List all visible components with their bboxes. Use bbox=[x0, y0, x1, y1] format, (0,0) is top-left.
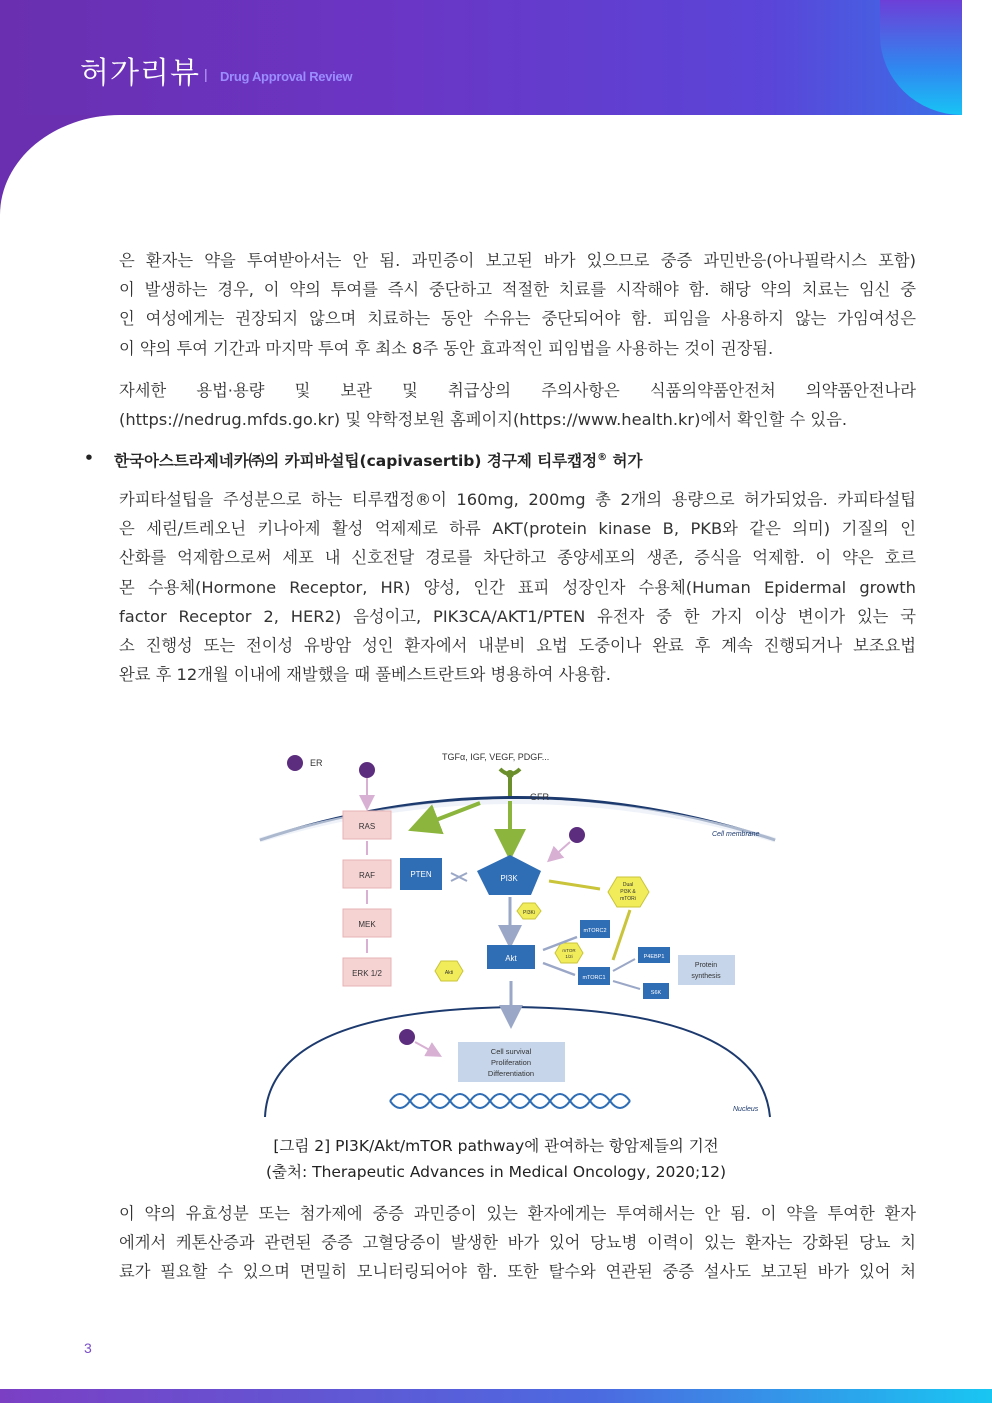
svg-text:mTORC2: mTORC2 bbox=[583, 928, 607, 934]
svg-text:mTOR: mTOR bbox=[562, 948, 576, 953]
text-line: 은 환자는 약을 투여받아서는 안 됨. 과민증이 보고된 바가 있으므로 중증 과민반응(아나필락시스 포함) bbox=[119, 251, 916, 270]
section-subtitle: Drug Approval Review bbox=[220, 69, 353, 84]
text-line: 은 세린/트레오닌 키나아제 활성 억제제로 하류 AKT(protein kinase B, PKB와 같은 의미) 기질의 인 bbox=[119, 519, 916, 539]
text-line: 완료 후 12개월 이내에 재발했을 때 풀베스트란트와 병용하여 사용함. bbox=[119, 665, 611, 685]
pathway-diagram bbox=[255, 745, 780, 1120]
svg-text:PI3K &: PI3K & bbox=[620, 889, 636, 895]
svg-text:PI3K: PI3K bbox=[500, 874, 518, 883]
text-line: 이 약의 유효성분 또는 첨가제에 중증 과민증이 있는 환자에게는 투여해서는 안 됨. 이 약을 투여한 환자 bbox=[119, 1204, 916, 1223]
text-line: 인 여성에게는 권장되지 않으며 치료하는 동안 수유는 중단되어야 함. 피임을 사용하지 않는 가임여성은 bbox=[119, 309, 916, 329]
figure-source: (출처: Therapeutic Advances in Medical Oncology, 2020;12) bbox=[265, 1163, 727, 1181]
figure-caption: [그림 2] PI3K/Akt/mTOR pathway에 관여하는 항암제들의 기전 bbox=[273, 1137, 719, 1155]
text-line: 이 발생하는 경우, 이 약의 투여를 즉시 중단하고 적절한 치료를 시작해야 함. 해당 약의 치료는 임신 중 bbox=[119, 280, 916, 300]
svg-text:Protein: Protein bbox=[694, 962, 718, 969]
text-line: 료가 필요할 수 있으며 면밀히 모니터링되어야 함. 또한 탈수와 연관된 중증 설사도 보고된 바가 있어 처 bbox=[119, 1262, 916, 1282]
svg-text:MEK: MEK bbox=[358, 920, 376, 929]
svg-text:P4EBP1: P4EBP1 bbox=[643, 954, 665, 960]
svg-text:Dual: Dual bbox=[622, 882, 634, 888]
footer-band bbox=[0, 1389, 992, 1403]
svg-text:Differentiation: Differentiation bbox=[487, 1069, 535, 1078]
paragraph-contraindications bbox=[119, 246, 916, 363]
svg-text:synthesis: synthesis bbox=[691, 973, 721, 980]
svg-text:mTORC1: mTORC1 bbox=[582, 975, 606, 981]
svg-text:Cell survival: Cell survival bbox=[490, 1047, 532, 1056]
ligands-label: TGFα, IGF, VEGF, PDGF... bbox=[442, 752, 550, 762]
text-line: 이 약의 투여 기간과 마지막 투여 후 최소 8주 동안 효과적인 피임법을 사용하는 것이 권장됨. bbox=[119, 338, 774, 358]
paragraph-details bbox=[119, 376, 916, 434]
gfr-label: GFR bbox=[530, 792, 549, 802]
er-drug-icon bbox=[287, 755, 303, 771]
paragraph-approval bbox=[119, 485, 916, 689]
svg-text:Akti: Akti bbox=[444, 970, 454, 976]
text-line: 자세한 용법·용량 및 보관 및 취급상의 주의사항은 식품의약품안전처 의약품안전나라 bbox=[119, 381, 916, 400]
svg-text:S6K: S6K bbox=[650, 990, 662, 996]
text-line: 에게서 케톤산증과 관련된 중증 고혈당증이 발생한 바가 있어 당뇨병 이력이 있는 환자는 강화된 당뇨 치 bbox=[119, 1233, 916, 1253]
registered-mark: ® bbox=[597, 451, 608, 463]
svg-text:mTORi: mTORi bbox=[620, 896, 636, 902]
cell-membrane-label: Cell membrane bbox=[712, 831, 760, 838]
mtor-inhibitor-hex bbox=[555, 943, 583, 963]
text-line: (https://nedrug.mfds.go.kr) 및 약학정보원 홈페이지(https://www.health.kr)에서 확인할 수 있음. bbox=[119, 410, 848, 430]
bullet-marker: • bbox=[84, 449, 94, 467]
text-line: 몬 수용체(Hormone Receptor, HR) 양성, 인간 표피 성장인자 수용체(Human Epidermal growth bbox=[119, 577, 916, 597]
text-line: 산화를 억제함으로써 세포 내 신호전달 경로를 차단하고 종양세포의 생존, 증식을 억제함. 이 약은 호르 bbox=[119, 548, 916, 568]
svg-text:RAS: RAS bbox=[358, 822, 376, 831]
paragraph-warnings bbox=[119, 1199, 916, 1287]
dna-icon bbox=[390, 1094, 630, 1108]
er-label: ER bbox=[310, 758, 323, 768]
svg-text:1/2i: 1/2i bbox=[565, 954, 573, 959]
header-curve bbox=[0, 115, 120, 215]
page-number: 3 bbox=[84, 1340, 92, 1356]
svg-text:ERK 1/2: ERK 1/2 bbox=[352, 969, 382, 978]
bullet-heading-text: 한국아스트라제네카㈜의 카피바설팁(capivasertib) 경구제 티루캡정® 허가 bbox=[114, 451, 643, 470]
text-line: factor Receptor 2, HER2) 음성이고, PIK3CA/AKT1/PTEN 유전자 중 한 가지 이상 변이가 있는 국 bbox=[119, 606, 916, 626]
svg-text:PTEN: PTEN bbox=[410, 870, 432, 879]
text-line: 소 진행성 또는 전이성 유방암 성인 환자에서 내분비 요법 도중이나 완료 후 계속 진행되거나 보조요법 bbox=[119, 636, 916, 656]
text-line: 카피타설팁을 주성분으로 하는 티루캡정®이 160mg, 200mg 총 2개의 용량으로 허가되었음. 카피타설팁 bbox=[119, 490, 916, 509]
nucleus-label: Nucleus bbox=[733, 1106, 759, 1113]
svg-text:Proliferation: Proliferation bbox=[490, 1058, 532, 1067]
header-separator: | bbox=[204, 66, 208, 82]
svg-text:Akt: Akt bbox=[505, 954, 517, 963]
protein-synthesis-box bbox=[678, 955, 735, 985]
svg-text:RAF: RAF bbox=[359, 871, 375, 880]
svg-text:PI3Ki: PI3Ki bbox=[523, 910, 535, 916]
section-title: 허가리뷰 bbox=[80, 56, 200, 91]
